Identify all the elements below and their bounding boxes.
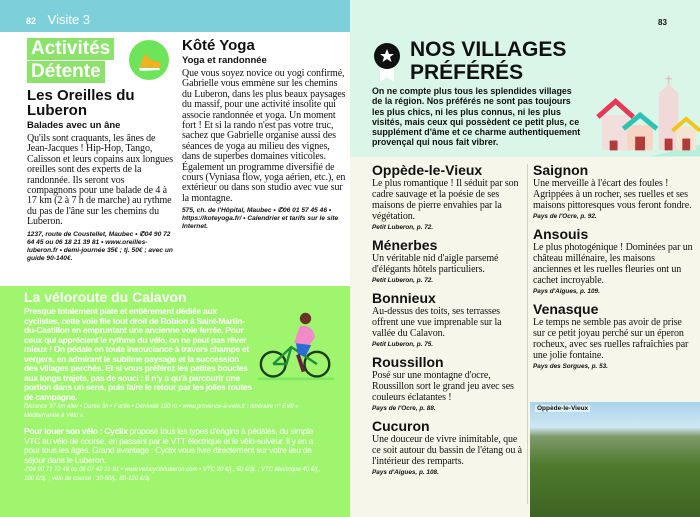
- cyclist-illustration: [258, 307, 334, 387]
- article-info: 1237, route de Coustellet, Maubec • ✆04 90 72 64 45 ou 06 18 21 39 81 • www.oreilles-luberon.fr • demi-journée 35€ ; tj. 50€ ; avec un guide 90-140€.: [27, 230, 173, 262]
- box-title: La véloroute du Calavon: [24, 289, 187, 305]
- village-ref: Pays d'Aigues, p. 109.: [533, 288, 600, 295]
- village-entry: [372, 237, 524, 285]
- sneaker-icon: [129, 40, 169, 80]
- title-line: NOS VILLAGES: [410, 38, 567, 61]
- village-name: Ansouis: [533, 226, 589, 242]
- village-text: Le plus romantique ! Il séduit par son cadre sauvage et la poésie de ses maisons de pierre envahies par la végétation.: [372, 178, 519, 222]
- village-name: Oppède-le-Vieux: [372, 162, 483, 178]
- village-entry: [533, 226, 695, 296]
- village-text: Posé sur une montagne d'ocre, Roussillon sort le grand jeu avec ses couleurs éclatantes !: [372, 370, 514, 403]
- village-text: Un véritable nid d'aigle parsemé d'élégants hôtels particuliers.: [372, 253, 499, 275]
- article-body: Que vous soyez novice ou yogi confirmé, Gabrielle vous emmène sur les chemins du Luberon, dans les plus beaux paysages du massif, pour une activité insolite qui associe randonnée et yoga. Un moment fort ! Et si la rando n'est pas votre truc, sachez que Gabrielle organise aussi des séances de yoga au milieu des vignes, dans de superbes domaines viticoles. Également un programme diversifié de cours (Vyniasa flow, yoga aérien, etc.), en extérieur ou dans son studio avec vue sur la montagne.: [182, 68, 346, 204]
- rent-info: ✆04 90 71 72 48 ou 06 07 42 21 91 • www.velocyclixluberon.com • VTC 20 €/j., 50 €/3j. ; VTC électrique 40 €/j., 100 €/3j. ; vélo de course : 30-50/j., 80-120 €/3j.: [24, 467, 321, 482]
- village-name: Cucuron: [372, 418, 430, 434]
- page-number: 82: [26, 16, 37, 26]
- village-text: Au-dessus des toits, ses terrasses offrent une vue imprenable sur la vallée du Calavon.: [372, 306, 502, 339]
- article-yoga: [182, 38, 346, 231]
- article-title: Kôté Yoga: [182, 37, 255, 54]
- village-entry: [372, 354, 524, 413]
- village-entry: [372, 418, 524, 477]
- village-entry: [372, 162, 524, 232]
- article-title: Les Oreilles du Luberon: [27, 87, 135, 119]
- photo-caption: Oppède-le-Vieux: [537, 405, 589, 412]
- village-name: Venasque: [533, 301, 599, 317]
- page-header: [0, 0, 350, 32]
- rent-body: propose tous les types d'engins à pédales, du simple VTC au vélo de course, en passant par le VTT électrique et le vélo-suiveur. Il y en a pour tous les âges. Grand avantage : Cyclix vous livre directement sur votre lieu de séjour dans le Luberon.: [24, 426, 314, 465]
- village-text: Une merveille à l'écart des foules ! Agrippées à un rocher, ses ruelles et ses maisons pittoresques vous feront fondre.: [533, 178, 692, 211]
- village-ref: Petit Luberon, p. 72.: [372, 277, 434, 284]
- veloroute-box: [0, 286, 350, 517]
- village-entry: [372, 290, 524, 349]
- category-badge: [27, 38, 114, 84]
- villages-column-left: [372, 162, 524, 482]
- title-line: PRÉFÉRÉS: [410, 61, 524, 84]
- rent-lead: Pour louer son vélo : Cyclix: [24, 426, 128, 436]
- village-ref: Pays des Sorgues, p. 53.: [533, 363, 608, 370]
- page-number: 83: [658, 18, 667, 27]
- article-info: 575, ch. de l'Hôpital, Maubec • ✆06 01 57 45 46 • https://koteyoga.fr/ • Calendrier et tarifs sur le site Internet.: [182, 207, 339, 231]
- village-entry: [533, 162, 695, 221]
- village-ref: Petit Luberon, p. 75.: [372, 341, 434, 348]
- article-oreilles: [27, 88, 175, 263]
- village-illustration: [592, 75, 700, 157]
- section-title: Visite 3: [47, 12, 91, 27]
- village-text: Le plus photogénique ! Dominées par un château millénaire, les maisons anciennes et les ruelles fleuries ont un cachet incroyable.: [533, 242, 693, 286]
- article-subtitle: Balades avec un âne: [27, 120, 121, 131]
- page-title: [410, 38, 566, 84]
- village-ref: Petit Luberon, p. 72.: [372, 224, 434, 231]
- village-name: Saignon: [533, 162, 589, 178]
- village-entry: [533, 301, 695, 371]
- article-subtitle: Yoga et randonnée: [182, 55, 267, 66]
- village-name: Ménerbes: [372, 237, 438, 253]
- intro-text: On ne compte plus tous les splendides villages de la région. Nos préférés ne sont pas toujours les plus chics, ni les plus connus, ni les plus visités, mais ceux qui possèdent ce petit plus, ce supplément d'âme et ce charme authentiquement provençal qui nous fait vibrer.: [372, 86, 581, 148]
- article-body: Qu'ils sont craquants, les ânes de Jean-Jacques ! Hip-Hop, Tango, Calisson et leurs copains aux longues oreilles sont des experts de la randonnée. Ils seront vos compagnons pour une balade de 4 à 17 km (2 à 7 h de marche) au rythme du pas de l'âne sur les chemins du Luberon.: [27, 133, 173, 228]
- village-name: Bonnieux: [372, 290, 436, 306]
- badge-line: Activités: [27, 38, 114, 60]
- village-ref: Pays de l'Ocre, p. 88.: [372, 405, 436, 412]
- villages-column-right: [533, 162, 695, 376]
- star-ribbon-icon: [372, 42, 402, 82]
- village-ref: Pays de l'Ocre, p. 92.: [533, 213, 597, 220]
- village-name: Roussillon: [372, 354, 444, 370]
- village-text: Le temps ne semble pas avoir de prise sur ce petit joyau perché sur un éperon rocheux, avec ses ruelles rafraîchies par une jolie fontaine.: [533, 317, 689, 361]
- village-photo: [530, 402, 700, 517]
- village-text: Une douceur de vivre inimitable, que ce soit autour du bassin de l'étang ou à l'intérieur des remparts.: [372, 434, 522, 467]
- village-ref: Pays d'Aigues, p. 108.: [372, 469, 439, 476]
- column-divider: [527, 164, 528, 504]
- box-info: Distance 37 km aller • Durée 3h • Facile • Dénivelé 190 m • www.provence-a-velo.fr : itinéraire n° EV8 « Méditerranée à Vélo ».: [24, 404, 299, 419]
- box-body: Presque totalement plate et entièrement dédiée aux cyclistes, cette voie file tout droit de Robion à Saint-Martin-du-Castillon en empruntant une ancienne voie ferrée. Pour ceux qui apprécient le rythme du vélo, on ne peut pas rêver mieux ! On pédale en toute insouciance à travers champs et vergers, en admirant le sublime paysage et la succession des villages perchés. Et si vous préférez les petites boucles aux longs trajets, pas de souci : il n'y a qu'à parcourir une portion dans un sens, puis faire le retour par les jolies routes de campagne.: [24, 306, 252, 402]
- badge-line: Détente: [27, 61, 105, 83]
